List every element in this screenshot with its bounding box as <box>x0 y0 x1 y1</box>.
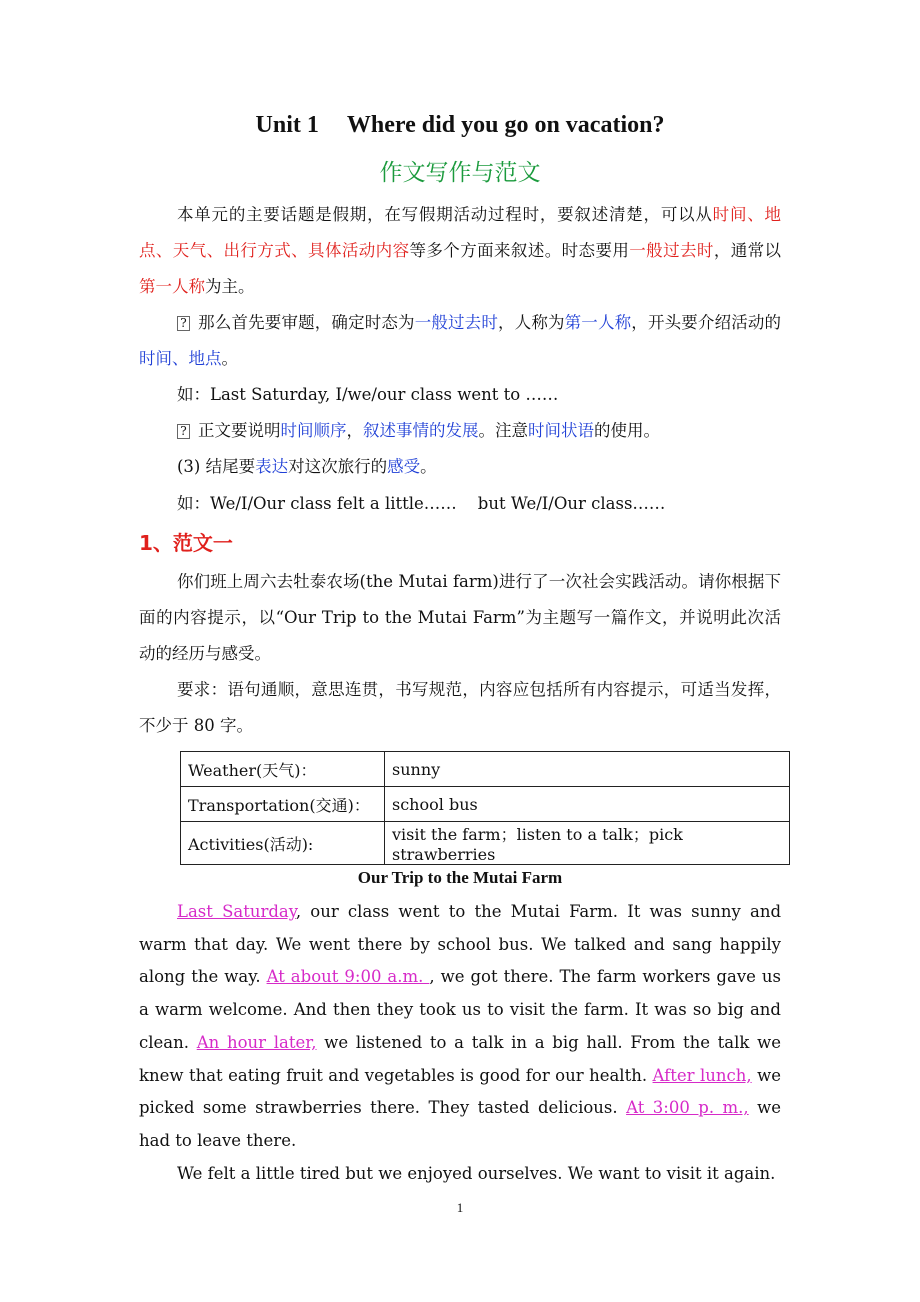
page-title <box>0 112 920 139</box>
intro-highlight: 时间、地点 <box>139 349 222 368</box>
intro-text: 本单元的主要话题是假期，在写假期活动过程时，要叙述清楚，可以从 <box>177 205 713 224</box>
essay-text: we picked some strawberries there. They tasted delicious. <box>139 1065 782 1118</box>
table-value: school bus <box>385 787 790 822</box>
section-heading: 1、范文一 <box>139 531 233 555</box>
intro-highlight: 第一人称 <box>139 277 205 296</box>
essay-paragraph-2: We felt a little tired but we enjoyed ourselves. We want to visit it again. <box>177 1163 776 1183</box>
essay-title: Our Trip to the Mutai Farm <box>357 868 563 887</box>
table-key: Transportation(交通)： <box>181 787 385 822</box>
page-number: 1 <box>456 1200 464 1215</box>
intro-highlight: 时间状语 <box>528 421 594 440</box>
intro-text: 对这次旅行的 <box>288 457 388 476</box>
intro-text: ，通常以 <box>713 241 782 260</box>
essay-paragraph-1 <box>139 896 781 1158</box>
info-table <box>180 751 790 865</box>
essay-text: , our class went to the Mutai Farm. It was sunny and warm that day. We went there by school bus. We talked and sang happily along the way. <box>139 902 782 987</box>
intro-paragraph-1 <box>139 197 781 305</box>
time-phrase: At about 9:00 a.m. <box>266 967 430 987</box>
intro-paragraph-4 <box>139 413 781 449</box>
intro-text: 那么首先要审题，确定时态为 <box>198 313 415 332</box>
table-row <box>181 752 790 787</box>
intro-text: (3) 结尾要 <box>177 457 256 476</box>
intro-text: ， <box>346 421 363 440</box>
intro-text: 的使用。 <box>594 421 660 440</box>
intro-text: 。 <box>420 457 437 476</box>
intro-highlight: 表达 <box>255 457 289 476</box>
intro-highlight: 时间顺序 <box>280 421 347 440</box>
time-phrase: Last Saturday <box>177 902 296 921</box>
table-key: Weather(天气)： <box>181 752 385 787</box>
table-key: Activities(活动): <box>181 822 385 865</box>
page-subtitle: 作文写作与范文 <box>379 160 541 186</box>
task-description: 你们班上周六去牡泰农场(the Mutai farm)进行了一次社会实践活动。请你根据下面的内容提示，以“Our Trip to the Mutai Farm”为主题写一篇作文，并说明此次活动的经历与感受。 <box>139 572 781 663</box>
table-value: visit the farm；listen to a talk；pick strawberries <box>385 822 790 865</box>
intro-text: 为主。 <box>205 277 255 296</box>
missing-glyph-icon: ? <box>177 424 190 439</box>
table-row <box>181 787 790 822</box>
task-requirement: 要求：语句通顺，意思连贯，书写规范，内容应包括所有内容提示，可适当发挥，不少于 80 字。 <box>139 680 781 735</box>
intro-highlight: 一般过去时 <box>629 241 714 260</box>
essay-text: , we got there. The farm workers gave us a warm welcome. And then they took us to visit the farm. It was so big and clean. <box>139 967 781 1052</box>
intro-text: ，开头要介绍活动的 <box>631 313 782 332</box>
intro-text: 。注意 <box>478 421 528 440</box>
missing-glyph-icon: ? <box>177 316 190 331</box>
intro-text: 等多个方面来叙述。时态要用 <box>409 241 630 260</box>
intro-text: 。 <box>221 349 238 368</box>
essay-text: we listened to a talk in a big hall. From the talk we knew that eating fruit and vegetables is good for our health. <box>139 1032 781 1085</box>
intro-highlight: 第一人称 <box>564 313 632 332</box>
time-phrase: An hour later, <box>196 1032 317 1052</box>
intro-highlight: 叙述事情的发展 <box>363 421 479 440</box>
intro-text: 正文要说明 <box>198 421 281 440</box>
table-row <box>181 822 790 865</box>
table-value: sunny <box>385 752 790 787</box>
time-phrase: At 3:00 p. m., <box>626 1098 749 1118</box>
essay-body <box>139 896 781 1190</box>
intro-example-2: 如：We/I/Our class felt a little…… but We/I/Our class…… <box>177 494 666 513</box>
intro-paragraph-2 <box>139 305 781 377</box>
time-phrase: After lunch, <box>652 1065 752 1085</box>
intro-highlight: 一般过去时 <box>414 313 498 332</box>
intro-highlight: 感受 <box>387 457 421 476</box>
title-question: Where did you go on vacation? <box>346 112 665 138</box>
essay-text: we had to leave there. <box>139 1098 781 1150</box>
intro-paragraph-5 <box>139 449 781 485</box>
intro-highlight: 时间、地点、天气、出行方式、具体活动内容 <box>139 205 782 260</box>
intro-text: ，人称为 <box>498 313 565 332</box>
intro-example-1: 如：Last Saturday, I/we/our class went to …… <box>177 385 559 404</box>
title-unit: Unit 1 <box>255 112 319 138</box>
